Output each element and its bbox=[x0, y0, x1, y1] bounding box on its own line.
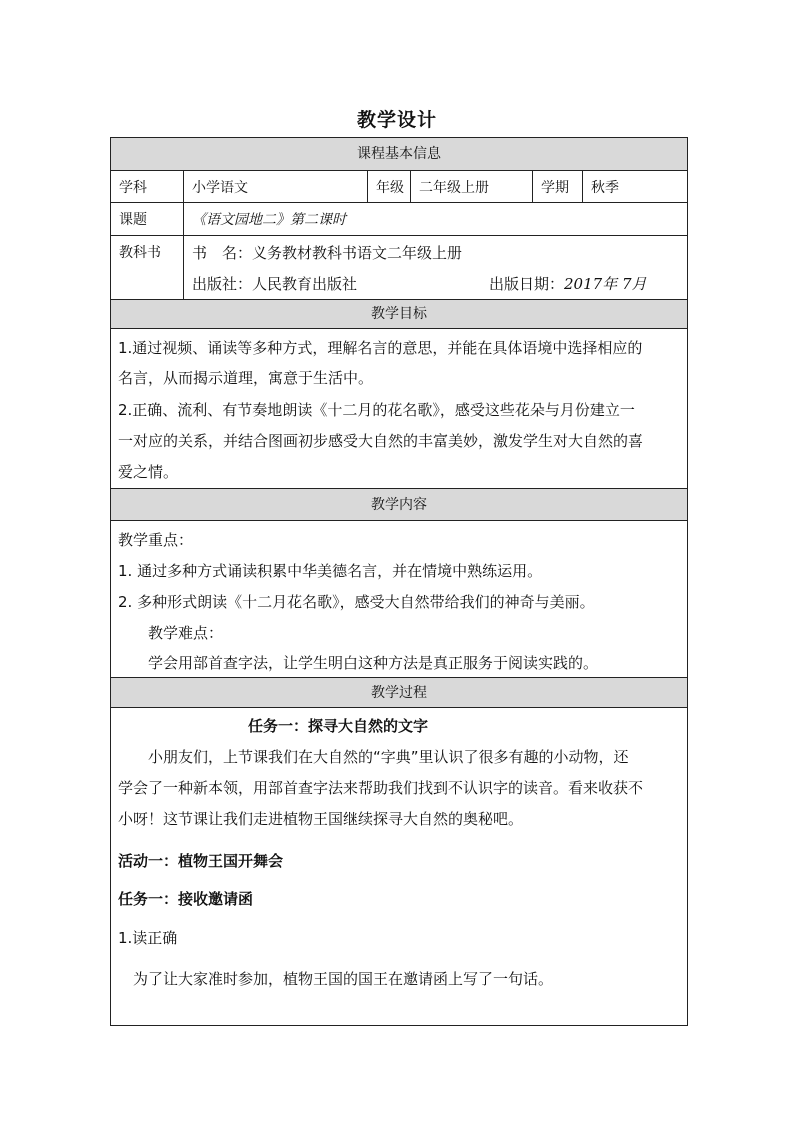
intro-paragraph-line: 小朋友们，上节课我们在大自然的“字典”里认识了很多有趣的小动物，还 bbox=[148, 748, 629, 766]
textbook-label: 教科书 bbox=[111, 236, 184, 299]
book-name: 书 名：义务教材教科书语文二年级上册 bbox=[192, 244, 463, 262]
term-label: 学期 bbox=[533, 171, 583, 202]
process-body bbox=[111, 708, 687, 1025]
content-body bbox=[111, 521, 687, 678]
key-points-label: 教学重点： bbox=[118, 531, 194, 549]
key-point: 1. 通过多种方式诵读积累中华美德名言，并在情境中熟练运用。 bbox=[118, 562, 543, 580]
subject-value: 小学语文 bbox=[184, 171, 368, 202]
process-header: 教学过程 bbox=[111, 678, 687, 708]
subject-label: 学科 bbox=[111, 171, 184, 202]
instruction-sentence: 为了让大家准时参加，植物王国的国王在邀请函上写了一句话。 bbox=[133, 970, 554, 988]
difficulty-text: 学会用部首查字法，让学生明白这种方法是真正服务于阅读实践的。 bbox=[148, 654, 599, 672]
task-title: 任务一：探寻大自然的文字 bbox=[248, 717, 429, 735]
textbook-row bbox=[111, 236, 687, 300]
goal-line: 一对应的关系，并结合图画初步感受大自然的丰富美妙，激发学生对大自然的喜 bbox=[118, 432, 644, 450]
subject-row bbox=[111, 171, 687, 203]
grade-value: 二年级上册 bbox=[411, 171, 533, 202]
publish-date-value: 2017年 7月 bbox=[564, 275, 647, 293]
term-value: 秋季 bbox=[591, 179, 619, 196]
difficulty-label: 教学难点： bbox=[148, 624, 224, 642]
lesson-plan-table bbox=[110, 137, 688, 1026]
goals-header: 教学目标 bbox=[111, 300, 687, 329]
goals-body bbox=[111, 329, 687, 489]
grade-label: 年级 bbox=[368, 171, 411, 202]
topic-row bbox=[111, 203, 687, 236]
key-point: 2. 多种形式朗读《十二月花名歌》，感受大自然带给我们的神奇与美丽。 bbox=[118, 593, 595, 611]
document-title: 教学设计 bbox=[356, 109, 437, 131]
content-header: 教学内容 bbox=[111, 489, 687, 521]
topic-label: 课题 bbox=[111, 203, 184, 235]
topic-value: 《语文园地二》第二课时 bbox=[192, 212, 346, 228]
publisher: 出版社：人民教育出版社 bbox=[192, 275, 358, 293]
goal-line: 名言，从而揭示道理，寓意于生活中。 bbox=[118, 369, 374, 387]
step-heading: 1.读正确 bbox=[118, 929, 178, 947]
intro-paragraph-line: 小呀！这节课让我们走进植物王国继续探寻大自然的奥秘吧。 bbox=[118, 810, 524, 828]
activity-heading: 活动一：植物王国开舞会 bbox=[118, 852, 284, 870]
task-heading: 任务一：接收邀请函 bbox=[118, 890, 254, 908]
intro-paragraph-line: 学会了一种新本领，用部首查字法来帮助我们找到不认识字的读音。看来收获不 bbox=[118, 779, 644, 797]
publish-date bbox=[489, 273, 647, 294]
goal-line: 1.通过视频、诵读等多种方式，理解名言的意思，并能在具体语境中选择相应的 bbox=[118, 339, 643, 357]
publish-date-label: 出版日期： bbox=[489, 275, 565, 293]
basic-info-header: 课程基本信息 bbox=[111, 138, 687, 171]
goal-line: 爱之情。 bbox=[118, 463, 179, 481]
goal-line: 2.正确、流利、有节奏地朗读《十二月的花名歌》，感受这些花朵与月份建立一 bbox=[118, 401, 635, 419]
